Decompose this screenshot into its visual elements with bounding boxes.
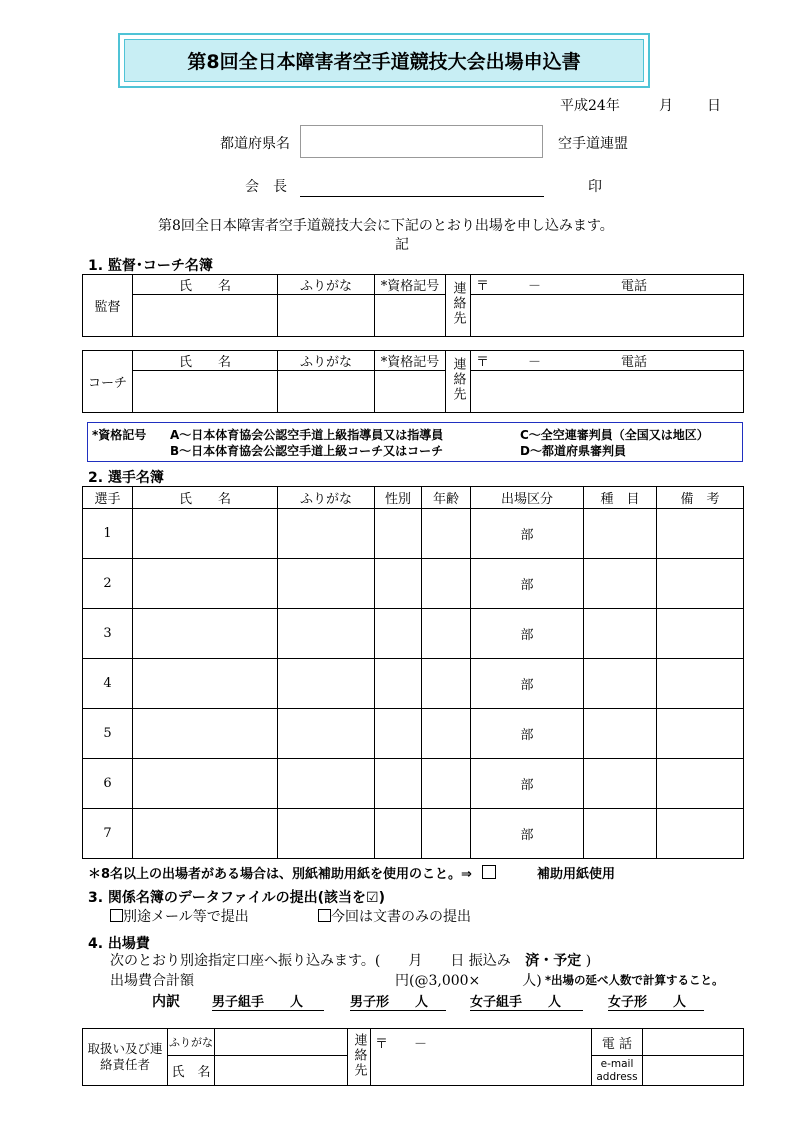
breakdown-male-kata[interactable]: 男子形 人 (350, 991, 446, 1011)
age-input[interactable] (422, 759, 471, 809)
event-input[interactable] (584, 709, 657, 759)
furigana-input[interactable] (278, 709, 375, 759)
name-input[interactable] (133, 509, 278, 559)
postal-cell[interactable]: 〒 － 電話 (471, 351, 744, 371)
remarks-input[interactable] (657, 559, 744, 609)
event-input[interactable] (584, 759, 657, 809)
coach-name-input[interactable] (133, 371, 278, 413)
phone-label: 電 話 (592, 1029, 643, 1056)
contact-vertical: 連絡先 (446, 351, 471, 413)
page-title: 第8回全日本障害者空手道競技大会出場申込書 (124, 39, 644, 82)
remarks-input[interactable] (657, 809, 744, 859)
president-field[interactable] (300, 179, 544, 197)
header-furigana: ふりがな (278, 487, 375, 509)
coach-contact-input[interactable] (471, 371, 744, 413)
total-note: *出場の延べ人数で計算すること。 (545, 973, 724, 987)
name-input[interactable] (133, 609, 278, 659)
breakdown-male-kumite[interactable]: 男子組手 人 (212, 991, 324, 1011)
row-number: 2 (83, 559, 133, 609)
age-input[interactable] (422, 659, 471, 709)
qualification-note (87, 422, 743, 462)
gender-input[interactable] (375, 509, 422, 559)
transfer-line: 次のとおり別途指定口座へ振り込みます。( 月 日 振込み 済・予定 ) (110, 953, 592, 969)
breakdown-female-kata[interactable]: 女子形 人 (608, 991, 704, 1011)
coach-table (82, 350, 744, 413)
remarks-input[interactable] (657, 709, 744, 759)
header-event: 種 目 (584, 487, 657, 509)
date-day: 日 (707, 98, 721, 114)
division-cell[interactable]: 部 (471, 709, 584, 759)
division-cell[interactable]: 部 (471, 759, 584, 809)
furigana-label: ふりがな (168, 1029, 215, 1056)
furigana-input[interactable] (278, 809, 375, 859)
option-email[interactable]: 別途メール等で提出 (110, 906, 249, 926)
phone-input[interactable] (643, 1029, 744, 1056)
furigana-input[interactable] (215, 1029, 348, 1056)
name-input[interactable] (215, 1056, 348, 1086)
table-row (83, 509, 744, 559)
name-input[interactable] (133, 759, 278, 809)
header-division: 出場区分 (471, 487, 584, 509)
transfer-status[interactable]: 済・予定 (525, 953, 582, 969)
name-input[interactable] (133, 559, 278, 609)
qual-d: D～都道府県審判員 (520, 444, 626, 458)
title-box (118, 33, 650, 88)
coach-label: コーチ (83, 351, 133, 413)
head-name: 氏 名 (133, 275, 278, 295)
furigana-input[interactable] (278, 559, 375, 609)
president-label: 会 長 (245, 179, 287, 195)
division-cell[interactable]: 部 (471, 509, 584, 559)
date-era: 平成24年 (560, 98, 620, 114)
head-furigana: ふりがな (278, 275, 375, 295)
gender-input[interactable] (375, 659, 422, 709)
event-input[interactable] (584, 809, 657, 859)
event-input[interactable] (584, 659, 657, 709)
date-month: 月 (659, 98, 673, 114)
contact-vertical: 連絡先 (348, 1029, 371, 1086)
prefecture-label: 都道府県名 (220, 136, 290, 152)
director-table (82, 274, 744, 337)
table-row (83, 559, 744, 609)
head-furigana: ふりがな (278, 351, 375, 371)
seal-label: 印 (588, 179, 602, 195)
head-name: 氏 名 (133, 351, 278, 371)
responsible-label: 取扱い及び連絡責任者 (83, 1029, 168, 1086)
contact-vertical: 連絡先 (446, 275, 471, 337)
remarks-input[interactable] (657, 759, 744, 809)
head-qual: *資格記号 (375, 275, 446, 295)
director-qual-input[interactable] (375, 295, 446, 337)
age-input[interactable] (422, 509, 471, 559)
row-number: 7 (83, 809, 133, 859)
age-input[interactable] (422, 809, 471, 859)
breakdown-female-kumite[interactable]: 女子組手 人 (470, 991, 583, 1011)
federation-label: 空手道連盟 (558, 136, 628, 152)
director-label: 監督 (83, 275, 133, 337)
division-cell[interactable]: 部 (471, 659, 584, 709)
gender-input[interactable] (375, 559, 422, 609)
header-gender: 性別 (375, 487, 422, 509)
remarks-input[interactable] (657, 609, 744, 659)
ki-label: 記 (395, 237, 409, 253)
event-input[interactable] (584, 559, 657, 609)
gender-input[interactable] (375, 609, 422, 659)
aux-label: 補助用紙使用 (537, 867, 616, 882)
furigana-input[interactable] (278, 759, 375, 809)
email-label: e-mail address (592, 1056, 643, 1086)
table-row (83, 609, 744, 659)
qual-b: B～日本体育協会公認空手道上級コーチ又はコーチ (170, 444, 444, 458)
division-cell[interactable]: 部 (471, 609, 584, 659)
total-formula: 円(@3,000× 人) (395, 973, 542, 989)
prefecture-input[interactable] (300, 125, 543, 158)
table-row (83, 659, 744, 709)
row-number: 4 (83, 659, 133, 709)
director-name-input[interactable] (133, 295, 278, 337)
section2-heading: 2. 選手名簿 (88, 470, 164, 486)
row-number: 1 (83, 509, 133, 559)
row-number: 5 (83, 709, 133, 759)
coach-qual-input[interactable] (375, 371, 446, 413)
header-age: 年齢 (422, 487, 471, 509)
total-label: 出場費合計額 (110, 973, 194, 989)
row-number: 3 (83, 609, 133, 659)
gender-input[interactable] (375, 709, 422, 759)
address-input[interactable]: 〒 － (371, 1029, 592, 1086)
intro-text: 第8回全日本障害者空手道競技大会に下記のとおり出場を申し込みます。 (158, 218, 614, 234)
aux-checkbox[interactable] (482, 865, 496, 879)
name-input[interactable] (133, 809, 278, 859)
director-contact-input[interactable] (471, 295, 744, 337)
gender-input[interactable] (375, 809, 422, 859)
section4-heading: 4. 出場費 (88, 936, 150, 952)
division-cell[interactable]: 部 (471, 559, 584, 609)
row-number: 6 (83, 759, 133, 809)
age-input[interactable] (422, 559, 471, 609)
header-remarks: 備 考 (657, 487, 744, 509)
header-name: 氏 名 (133, 487, 278, 509)
remarks-input[interactable] (657, 509, 744, 559)
age-input[interactable] (422, 709, 471, 759)
qual-a: A～日本体育協会公認空手道上級指導員又は指導員 (170, 428, 444, 442)
name-input[interactable] (133, 709, 278, 759)
table-row (83, 709, 744, 759)
name-label: 氏 名 (168, 1056, 215, 1086)
event-input[interactable] (584, 609, 657, 659)
option-document[interactable]: 今回は文書のみの提出 (318, 906, 471, 926)
furigana-input[interactable] (278, 659, 375, 709)
players-table (82, 486, 744, 859)
qual-c: C～全空連審判員（全国又は地区） (520, 428, 709, 442)
responsible-table (82, 1028, 744, 1086)
table-row (83, 809, 744, 859)
section1-heading: 1. 監督･コーチ名簿 (88, 258, 213, 274)
age-input[interactable] (422, 609, 471, 659)
remarks-input[interactable] (657, 659, 744, 709)
head-qual: *資格記号 (375, 351, 446, 371)
postal-cell[interactable]: 〒 － 電話 (471, 275, 744, 295)
table-row (83, 759, 744, 809)
gender-input[interactable] (375, 759, 422, 809)
qual-label: *資格記号 (92, 428, 147, 442)
name-input[interactable] (133, 659, 278, 709)
division-cell[interactable]: 部 (471, 809, 584, 859)
director-furigana-input[interactable] (278, 295, 375, 337)
email-input[interactable] (643, 1056, 744, 1086)
event-input[interactable] (584, 509, 657, 559)
header-player: 選手 (83, 487, 133, 509)
furigana-input[interactable] (278, 509, 375, 559)
section3-heading: 3. 関係名簿のデータファイルの提出(該当を☑) (88, 890, 386, 906)
furigana-input[interactable] (278, 609, 375, 659)
extra-players-note: ＊8名以上の出場者がある場合は、別紙補助用紙を使用のこと。⇒ 補助用紙使用 (88, 867, 616, 882)
coach-furigana-input[interactable] (278, 371, 375, 413)
breakdown-label: 内訳 (152, 994, 180, 1010)
